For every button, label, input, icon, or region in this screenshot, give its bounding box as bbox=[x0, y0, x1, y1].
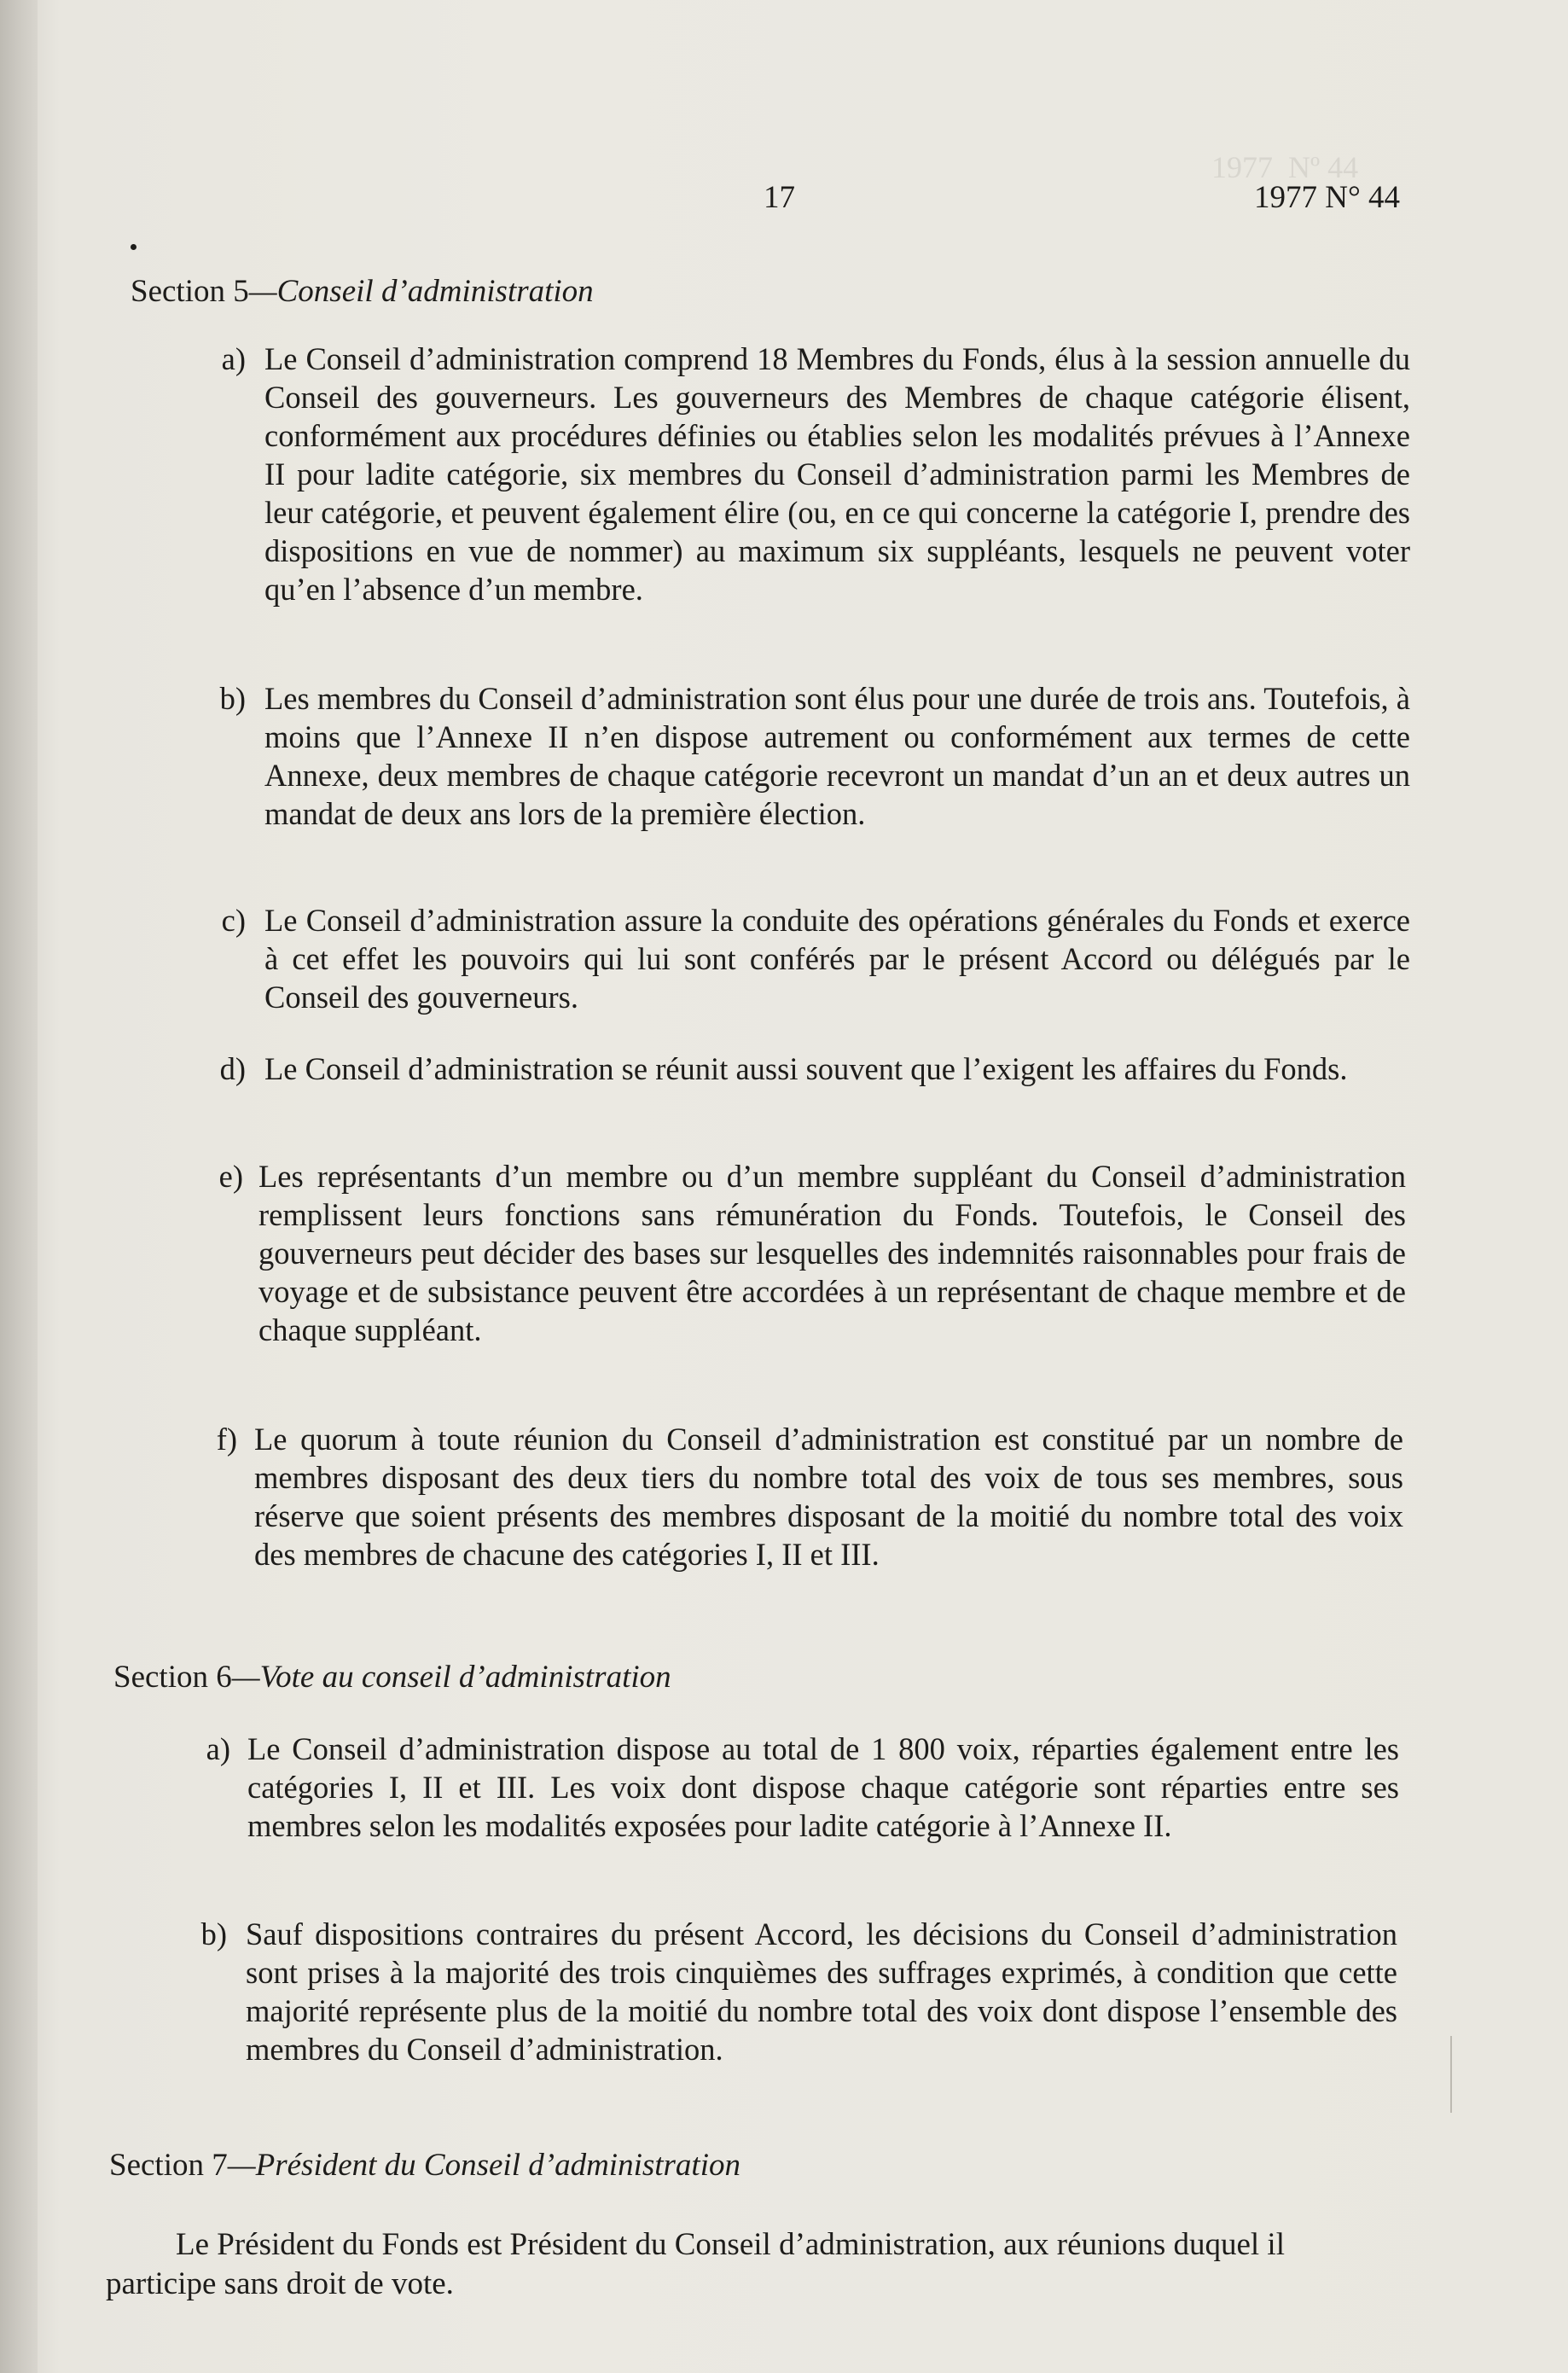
show-through-text bbox=[102, 256, 110, 292]
section-5-item-b bbox=[219, 679, 1410, 833]
item-text: Le quorum à toute réunion du Conseil d’administration est constitué par un nombre de membres disposant des deux tiers du nombre total des voix de tous ses membres, sous réserve que soient présents des membres disposant de la moitié du nombre total des voix des membres de chacune des catégories I, II et III. bbox=[254, 1422, 1403, 1572]
section-title: —Président du Conseil d’administration bbox=[227, 2148, 740, 2183]
page-header bbox=[0, 179, 1568, 222]
section-6-item-a bbox=[206, 1730, 1399, 1845]
item-letter: b) bbox=[219, 681, 246, 716]
item-letter: c) bbox=[221, 903, 246, 938]
bullet-mark bbox=[131, 244, 136, 250]
document-reference: 1977 N° 44 bbox=[1254, 180, 1401, 215]
section-7-paragraph bbox=[106, 2225, 1396, 2304]
item-letter: d) bbox=[219, 1051, 246, 1086]
section-title: —Vote au conseil d’administration bbox=[231, 1660, 671, 1695]
section-5-item-a bbox=[221, 340, 1410, 608]
section-5-item-e bbox=[218, 1157, 1406, 1349]
section-title: —Conseil d’administration bbox=[248, 274, 594, 309]
item-text: Le Conseil d’administration assure la conduite des opérations générales du Fonds et exerce à cet effet les pouvoirs qui lui sont conférés par le présent Accord ou délégués par le Conseil des gouverneurs. bbox=[264, 903, 1410, 1015]
section-label: Section 7 bbox=[109, 2148, 228, 2183]
item-letter: e) bbox=[218, 1159, 243, 1194]
section-5-item-f bbox=[216, 1420, 1403, 1573]
item-text: Le Conseil d’administration dispose au total de 1 800 voix, réparties également entre les catégories I, II et III. Les voix dont dispose chaque catégorie sont réparties entre ses membres selon les modalités exposées pour ladite catégorie à l’Annexe II. bbox=[247, 1731, 1399, 1843]
item-text: Sauf dispositions contraires du présent Accord, les décisions du Conseil d’administration sont prises à la majorité des trois cinquièmes des suffrages exprimés, à condition que cette majorité représente plus de la moitié du nombre total des voix dont dispose l’ensemble des membres du Conseil d’administration. bbox=[246, 1916, 1397, 2067]
page-number: 17 bbox=[764, 180, 795, 215]
section-7-heading bbox=[109, 2147, 740, 2184]
show-through-text: 1977 Nº 44 bbox=[1211, 150, 1359, 184]
section-5-item-c bbox=[221, 901, 1410, 1016]
item-text: Les membres du Conseil d’administration sont élus pour une durée de trois ans. Toutefois, à moins que l’Annexe II n’en dispose autrement ou conformément aux termes de cette Annexe, deux membres de chaque catégorie recevront un mandat d’un an et deux autres un mandat de deux ans lors de la première élection. bbox=[264, 681, 1410, 831]
margin-mark bbox=[1450, 2036, 1452, 2113]
section-6-item-b bbox=[200, 1915, 1397, 2068]
item-text: Le Conseil d’administration se réunit aussi souvent que l’exigent les affaires du Fonds. bbox=[264, 1051, 1348, 1086]
item-letter: f) bbox=[216, 1422, 237, 1457]
section-5-item-d bbox=[219, 1050, 1410, 1088]
item-letter: a) bbox=[206, 1731, 230, 1766]
item-letter: a) bbox=[221, 341, 246, 376]
paragraph-text: Le Président du Fonds est Président du Conseil d’administration, aux réunions duquel il participe sans droit de vote. bbox=[106, 2227, 1285, 2301]
item-letter: b) bbox=[200, 1916, 227, 1951]
book-spine-shadow bbox=[0, 0, 38, 2373]
section-5-heading bbox=[131, 273, 594, 310]
section-label: Section 6 bbox=[113, 1660, 232, 1695]
item-text: Les représentants d’un membre ou d’un membre suppléant du Conseil d’administration remplissent leurs fonctions sans rémunération du Fonds. Toutefois, le Conseil des gouverneurs peut décider des bases sur lesquelles des indemnités raisonnables pour frais de voyage et de subsistance peuvent être accordées à un représentant de chaque membre et de chaque suppléant. bbox=[258, 1159, 1406, 1347]
section-label: Section 5 bbox=[131, 274, 249, 309]
item-text: Le Conseil d’administration comprend 18 Membres du Fonds, élus à la session annuelle du Conseil des gouverneurs. Les gouverneurs des Membres de chaque catégorie élisent, conformément aux procédures définies ou établies selon les modalités prévues à l’Annexe II pour ladite catégorie, six membres du Conseil d’administration parmi les Membres de leur catégorie, et peuvent également élire (ou, en ce qui concerne la catégorie I, prendre des dispositions en vue de nommer) au maximum six suppléants, lesquels ne peuvent voter qu’en l’absence d’un membre. bbox=[264, 341, 1410, 607]
section-6-heading bbox=[113, 1659, 671, 1695]
